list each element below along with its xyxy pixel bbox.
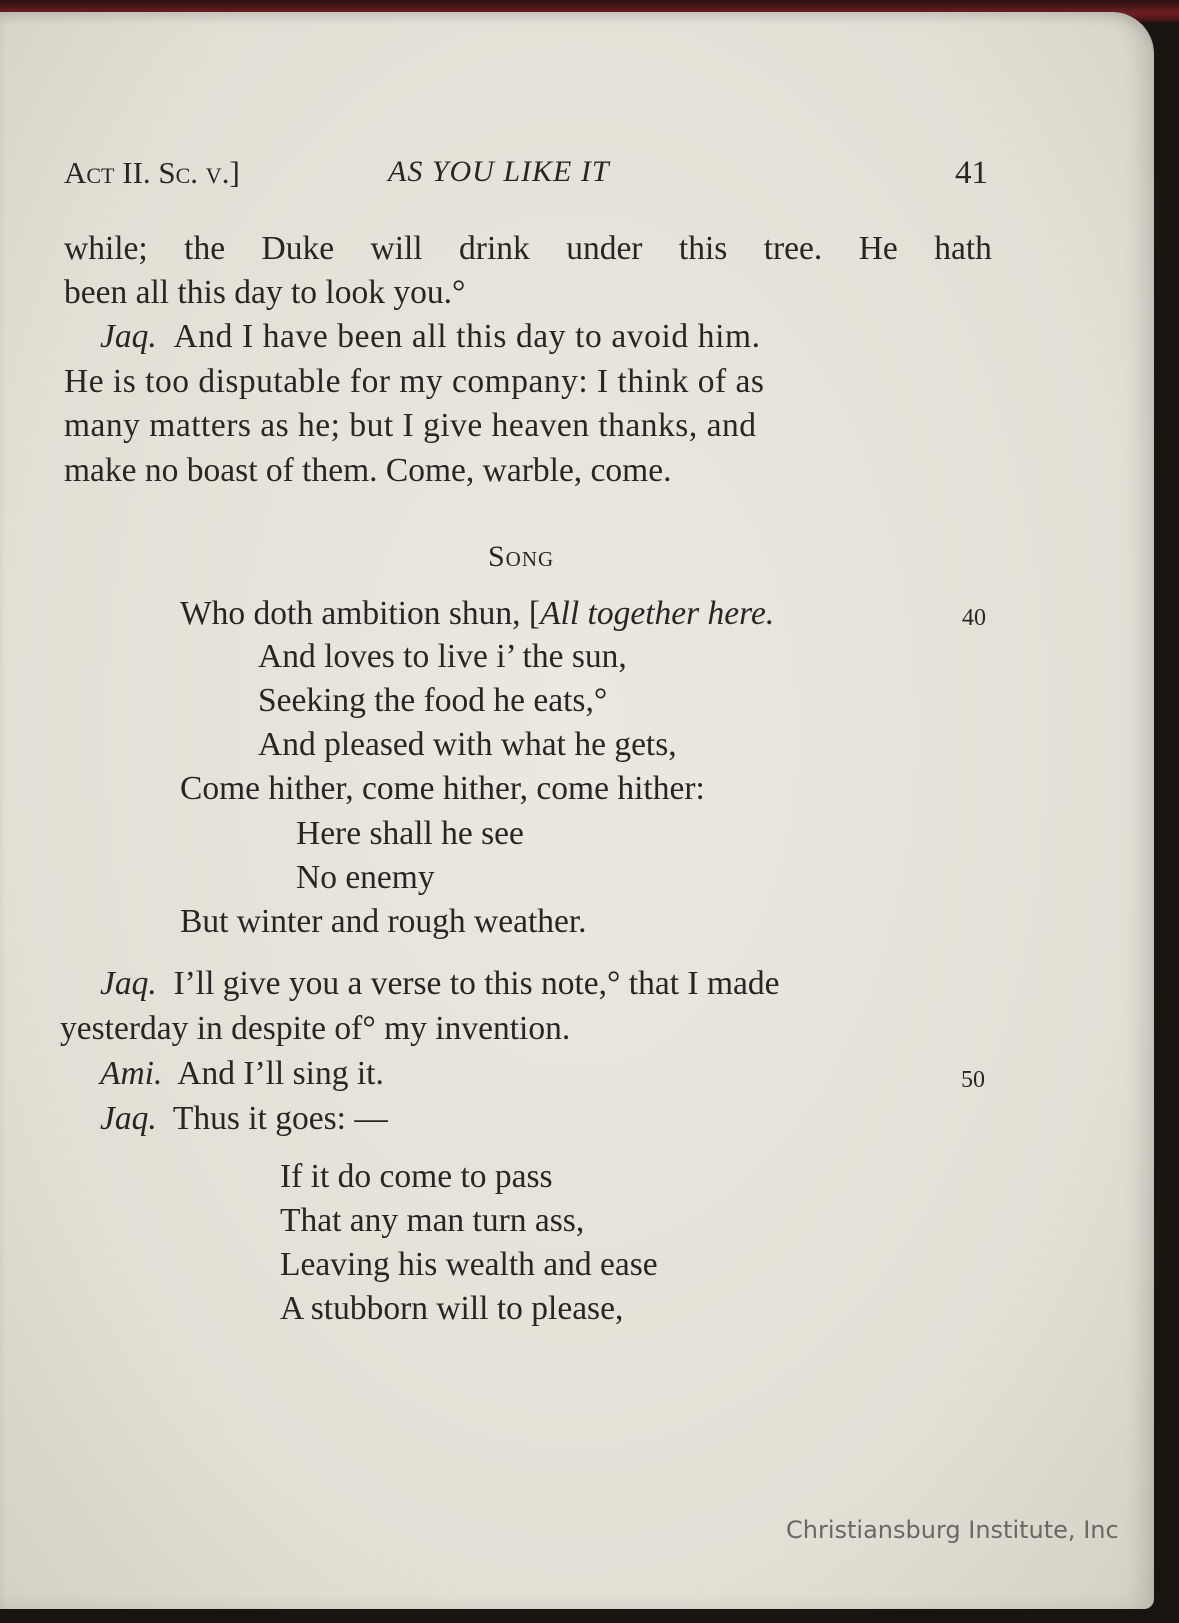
speech-text: And I have been all this day to avoid him. (173, 318, 761, 355)
verse-line: A stubborn will to please, (280, 1290, 624, 1327)
song-line: And loves to live i’ the sun, (258, 638, 627, 675)
prose-line-2: been all this day to look you.° (64, 274, 466, 311)
speech-line (100, 1055, 384, 1093)
song-line: But winter and rough weather. (180, 903, 587, 940)
speech-line (100, 318, 761, 356)
speaker-label: Jaq. (100, 965, 157, 1002)
speech-text: And I’ll sing it. (177, 1055, 384, 1092)
header-title: AS YOU LIKE IT (388, 155, 610, 188)
speech-line (100, 965, 780, 1003)
word: will (370, 230, 423, 267)
word: the (184, 230, 226, 267)
speech-line (100, 1100, 388, 1138)
line-number: 40 (962, 605, 986, 631)
song-line: Seeking the food he eats,° (258, 682, 608, 719)
speech-text: Thus it goes: — (172, 1100, 388, 1137)
watermark: Christiansburg Institute, Inc (786, 1516, 1119, 1544)
song-line: And pleased with what he gets, (258, 726, 677, 763)
song-line: Come hither, come hither, come hither: (180, 770, 705, 807)
speech-line: make no boast of them. Come, warble, come. (64, 452, 672, 489)
line-number: 50 (961, 1067, 985, 1093)
word: this (678, 230, 728, 267)
speaker-label: Ami. (100, 1055, 163, 1092)
song-line: Here shall he see (296, 815, 524, 852)
verse-line: If it do come to pass (280, 1158, 553, 1195)
word: tree. (763, 230, 823, 267)
song-heading: Song (488, 540, 555, 573)
word: Duke (261, 230, 335, 267)
word: while; (64, 230, 148, 267)
verse-line: That any man turn ass, (280, 1202, 585, 1239)
word: drink (459, 230, 530, 267)
speaker-label: Jaq. (100, 1100, 157, 1137)
speech-text: I’ll give you a verse to this note,° that I made (173, 965, 780, 1002)
page-number: 41 (955, 155, 988, 191)
speech-line: many matters as he; but I give heaven thanks, and (64, 407, 757, 444)
verse-line: Leaving his wealth and ease (280, 1246, 658, 1283)
word: under (566, 230, 643, 267)
speech-line: yesterday in despite of° my invention. (60, 1010, 571, 1047)
speech-line: He is too disputable for my company: I think of as (64, 363, 765, 400)
stage-direction: All together here. (540, 595, 775, 632)
verse-text: Who doth ambition shun, [ (180, 595, 541, 632)
word: He (858, 230, 898, 267)
song-line (180, 595, 774, 633)
word: hath (934, 230, 992, 267)
speaker-label: Jaq. (100, 318, 157, 355)
prose-line-1 (64, 230, 992, 268)
header-act-scene: Act II. Sc. v.] (64, 155, 240, 190)
book-page (0, 12, 1154, 1609)
song-line: No enemy (296, 859, 435, 896)
